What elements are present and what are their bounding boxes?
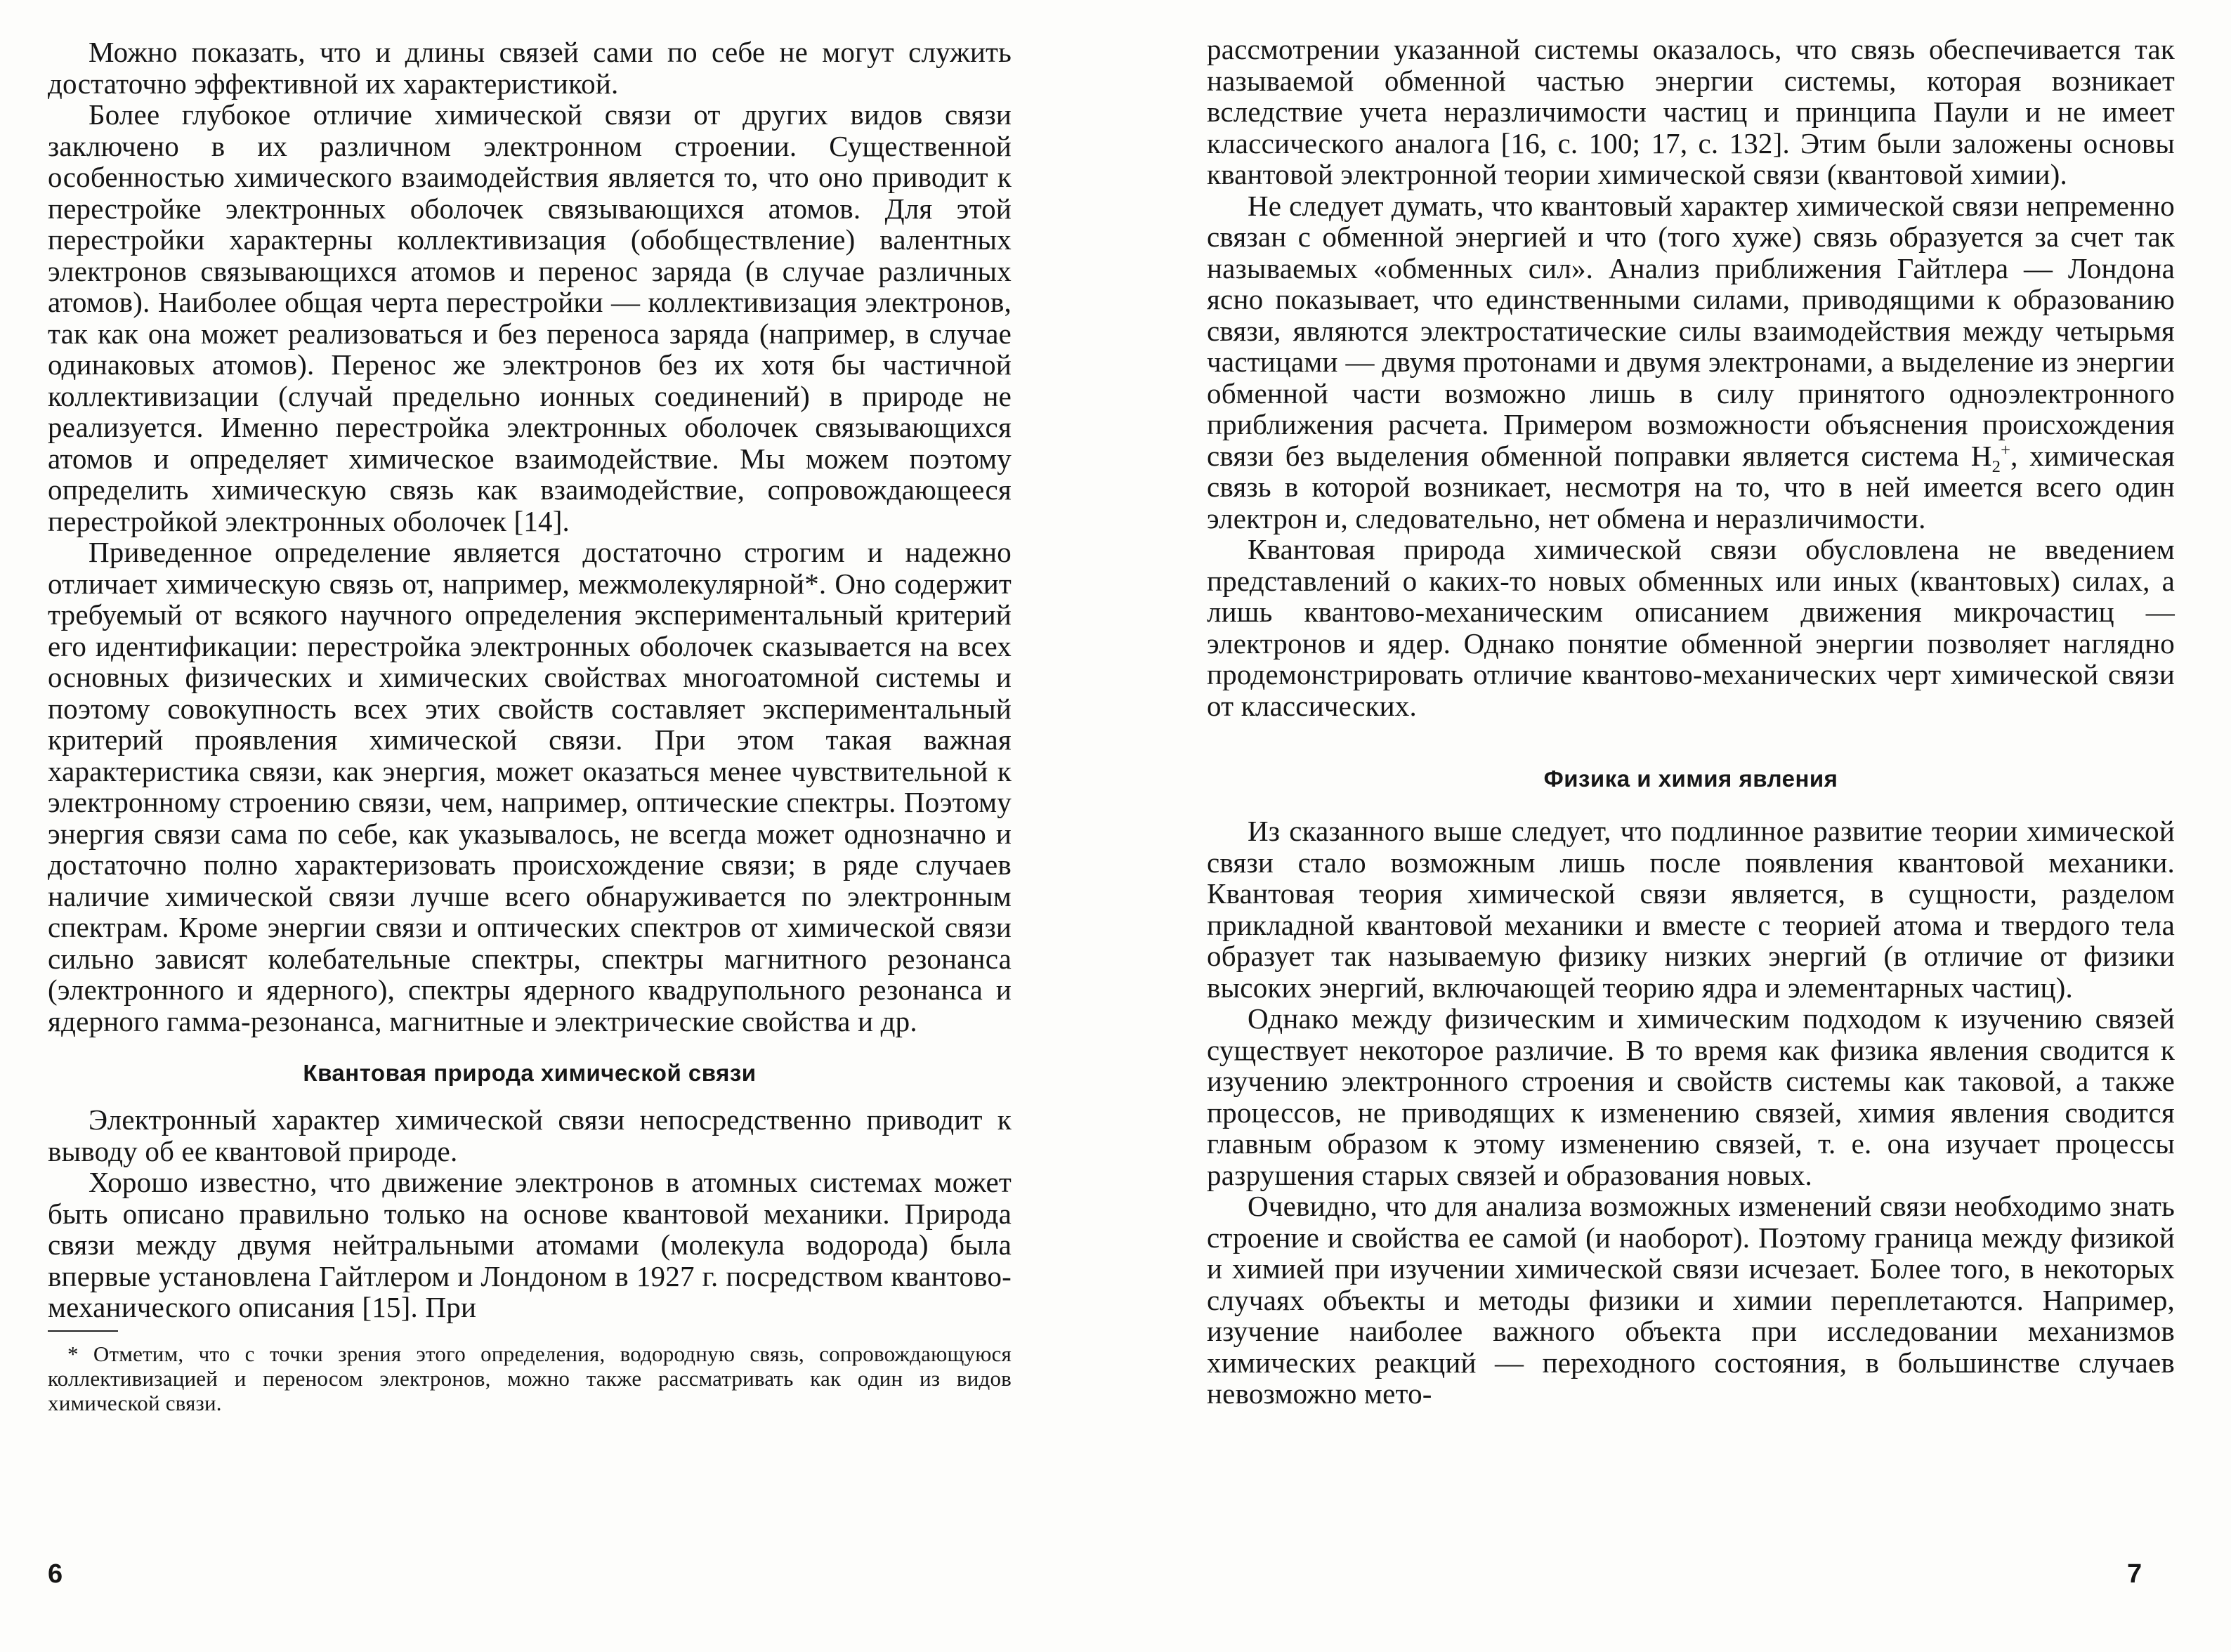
paragraph: Очевидно, что для анализа возможных изменений связи необходимо знать строение и свойства ее самой (и наоборот). Поэтому граница между физикой и химией при изучении химической связи исчезает. Более того, в некоторых случаях объекты и методы физики и химии переплетаются. Например, изучение наиболее важного объекта при исследовании механизмов химических реакций — переходного состояния, в большинстве случаев невозможно мето-: [1207, 1190, 2175, 1410]
paragraph: Электронный характер химической связи непосредственно приводит к выводу об ее квантовой природе.: [48, 1103, 1012, 1167]
right-page: [1116, 0, 2231, 1652]
left-text-column: [48, 37, 1012, 1415]
paragraph: рассмотрении указанной системы оказалось, что связь обеспечивается так называемой обменной частью энергии системы, которая возникает вследствие учета неразличимости частиц и принципа Паули и не имеет классического аналога [16, с. 100; 17, с. 132]. Этим были заложены основы квантовой электронной теории химической связи (квантовой химии).: [1207, 33, 2175, 190]
formula-h2-plus: $H_2^+$: [1970, 439, 2011, 476]
paragraph: Приведенное определение является достаточно строгим и надежно отличает химическую связь от, например, межмолекулярной*. Оно содержит требуемый от всякого научного определения экспериментальный критерий его идентификации: перестройка электронных оболочек сказывается на всех основных физических и химических свойствах многоатомной системы и поэтому совокупность всех этих свойств составляет экспериментальный критерий проявления химической связи. При этом такая важная характеристика связи, как энергия, может оказаться менее чувствительной к электронному строению связи, чем, например, оптические спектры. Поэтому энергия связи сама по себе, как указывалось, не всегда может однозначно и достаточно полно характеризовать происхождение связи; в ряде случаев наличие химической связи лучше всего обнаруживается по электронным спектрам. Кроме энергии связи и оптических спектров от химической связи сильно зависят колебательные спектры, спектры магнитного резонанса (электронного и ядерного), спектры ядерного квадрупольного резонанса и ядерного гамма-резонанса, магнитные и электрические свойства и др.: [48, 536, 1012, 1037]
paragraph: Однако между физическим и химическим подходом к изучению связей существует некоторое различие. В то время как физика явления сводится к изучению электронного строения и свойств системы как таковой, а также процессов, не приводящих к изменению связей, химия явления сводится главным образом к этому изменению связей, т. е. она изучает процессы разрушения старых связей и образования новых.: [1207, 1002, 2175, 1191]
footnote: * Отметим, что с точки зрения этого определения, водородную связь, сопровождающуюся коллективизацией и переносом электронов, можно также рассматривать как один из видов химической связи.: [48, 1341, 1012, 1415]
paragraph: Не следует думать, что квантовый характер химической связи непременно связан с обменной энергией и что (того хуже) связь образуется за счет так называемых «обменных сил». Анализ приближения Гайтлера — Лондона ясно показывает, что единственными силами, приводящими к образованию связи, являются электростатические силы взаимодействия между четырьмя частицами — двумя протонами и двумя электронами, а выделение из энергии обменной части возможно лишь в силу принятого одноэлектронного приближения расчета. Примером возможности объяснения происхождения связи без выделения обменной поправки является система $H_2^+$, химическая связь в которой возникает, несмотря на то, что в ней имеется всего один электрон и, следовательно, нет обмена и неразличимости.: [1207, 189, 2176, 535]
paragraph: Из сказанного выше следует, что подлинное развитие теории химической связи стало возможным лишь после появления квантовой механики. Квантовая теория химической связи является, в сущности, разделом прикладной квантовой механики и вместе с теорией атома и твердого тела образует так называемую физику низких энергий (в отличие от физики высоких энергий, включающей теорию ядра и элементарных частиц).: [1207, 815, 2175, 1004]
section-heading: Физика и химия явления: [1543, 766, 1838, 792]
paragraph: Более глубокое отличие химической связи от других видов связи заключено в их различном электронном строении. Существенной особенностью химического взаимодействия является то, что оно приводит к перестройке электронных оболочек связывающихся атомов. Для этой перестройки характерны коллективизация (обобществление) валентных электронов связывающихся атомов и перенос заряда (в случае различных атомов). Наиболее общая черта перестройки — коллективизация электронов, так как она может реализоваться и без переноса заряда (например, в случае одинаковых атомов). Перенос же электронов без их хотя бы частичной коллективизации (случай предельно ионных соединений) в природе не реализуется. Именно перестройка электронных оболочек связывающихся атомов и определяет химическое взаимодействие. Мы можем поэтому определить химическую связь как взаимодействие, сопровождающееся перестройкой электронных оболочек [14].: [48, 98, 1012, 537]
footnote-divider: [48, 1330, 118, 1332]
paragraph: Хорошо известно, что движение электронов в атомных системах может быть описано правильно только на основе квантовой механики. Природа связи между двумя нейтральными атомами (молекула водорода) была впервые установлена Гайтлером и Лондоном в 1927 г. посредством квантово-механического описания [15]. При: [48, 1166, 1012, 1323]
page-number: 7: [2127, 1559, 2142, 1589]
paragraph: Можно показать, что и длины связей сами по себе не могут служить достаточно эффективной их характеристикой.: [48, 36, 1012, 100]
paragraph: Квантовая природа химической связи обусловлена не введением представлений о каких-то новых обменных или иных (квантовых) силах, а лишь квантово-механическим описанием движения микрочастиц — электронов и ядер. Однако понятие обменной энергии позволяет наглядно продемонстрировать отличие квантово-механических черт химической связи от классических.: [1207, 533, 2175, 722]
section-heading: Квантовая природа химической связи: [303, 1060, 757, 1086]
page-number: 6: [48, 1559, 63, 1589]
right-text-column: [1207, 34, 2175, 1410]
